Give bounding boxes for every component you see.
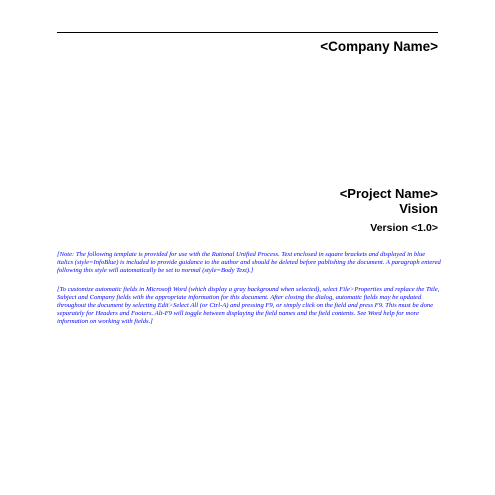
guidance-note-fields: [To customize automatic fields in Microsoft Word (which display a gray background when selected), select File>Properties and replace the Title, Subject and Company fields with the appropriate information for this document. After closing the dialog, automatic fields may be updated throughout the document by selecting Edit>Select All (or Ctrl-A) and pressing F9, or simply click on the field and press F9. This must be done separately for Headers and Footers. Alt-F9 will toggle between displaying the field names and the field contents. See Word help for more information on working with fields.] [57,286,440,326]
header-rule [57,32,438,33]
title-block [340,186,438,216]
project-name: <Project Name> [339,186,438,201]
version-label: Version <1.0> [370,222,438,234]
document-title: Vision [399,201,438,216]
company-name: <Company Name> [320,39,438,54]
guidance-note-template: [Note: The following template is provided for use with the Rational Unified Process. Text enclosed in square brackets and displayed in blue italics (style=InfoBlue) is included to provide guidance to the author and should be deleted before publishing the document. A paragraph entered following this style will automatically be set to normal (style=Body Text).] [57,251,441,275]
